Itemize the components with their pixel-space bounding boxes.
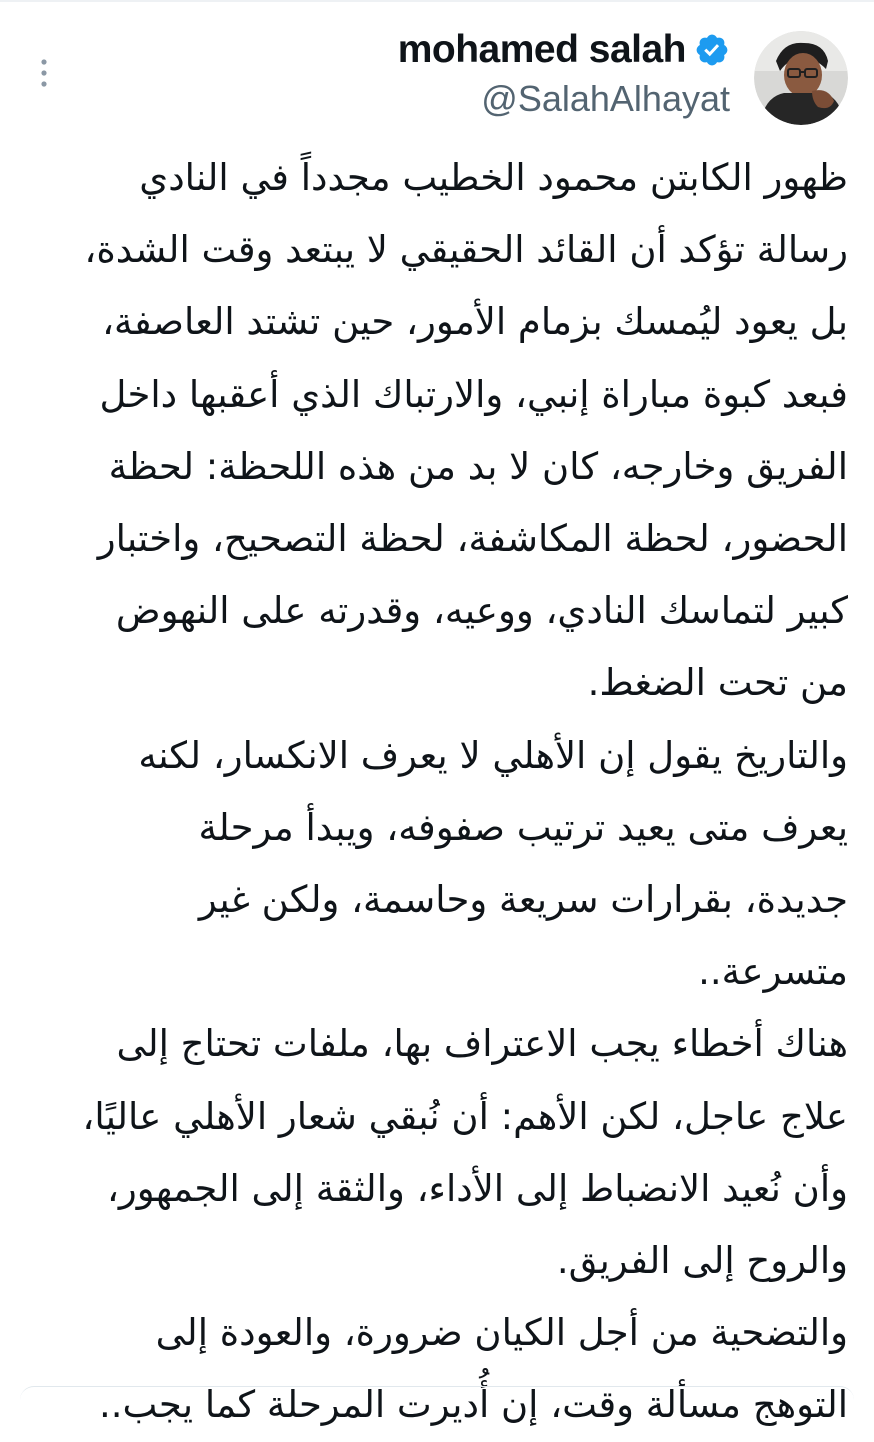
tweet-line: الحضور، لحظة المكاشفة، لحظة التصحيح، واختبار: [97, 517, 848, 561]
tweet-line: علاج عاجل، لكن الأهم: أن نُبقي شعار الأهلي عاليًا،: [82, 1094, 848, 1138]
tweet-line: جديدة، بقرارات سريعة وحاسمة، ولكن غير: [198, 878, 848, 922]
more-vertical-icon: [40, 58, 48, 88]
tweet-line: وأن نُعيد الانضباط إلى الأداء، والثقة إلى الجمهور،: [106, 1166, 848, 1210]
next-card-edge: [20, 1386, 854, 1401]
avatar[interactable]: [754, 31, 848, 125]
tweet-line: والتضحية من أجل الكيان ضرورة، والعودة إلى: [155, 1311, 848, 1355]
more-options-button[interactable]: [28, 56, 60, 90]
tweet-line: فبعد كبوة مباراة إنبي، والارتباك الذي أعقبها داخل: [99, 372, 848, 416]
display-name[interactable]: mohamed salah: [397, 28, 686, 71]
tweet-line: يعرف متى يعيد ترتيب صفوفه، ويبدأ مرحلة: [198, 805, 848, 849]
tweet-line: والروح إلى الفريق.: [556, 1239, 848, 1283]
author-name-row[interactable]: [398, 28, 730, 72]
tweet-line: ظهور الكابتن محمود الخطيب مجدداً في النادي: [139, 156, 848, 199]
tweet-line: بل يعود ليُمسك بزمام الأمور، حين تشتد العاصفة،: [102, 300, 848, 344]
tweet-line: الفريق وخارجه، كان لا بد من هذه اللحظة: لحظة: [108, 444, 848, 488]
tweet-line: التوهج مسألة وقت، إن أُديرت المرحلة كما يجب..: [99, 1383, 848, 1427]
tweet-line: كبير لتماسك النادي، ووعيه، وقدرته على النهوض: [115, 589, 848, 633]
profile-photo-icon: [754, 31, 848, 125]
tweet-line: متسرعة..: [698, 950, 848, 994]
tweet-line: هناك أخطاء يجب الاعتراف بها، ملفات تحتاج إلى: [116, 1022, 848, 1066]
author-handle[interactable]: @SalahAlhayat: [481, 78, 730, 119]
tweet-line: والتاريخ يقول إن الأهلي لا يعرف الانكسار، لكنه: [138, 733, 848, 777]
top-divider: [0, 0, 874, 2]
tweet-text: [26, 142, 848, 1442]
tweet-line: رسالة تؤكد أن القائد الحقيقي لا يبتعد وقت الشدة،: [84, 228, 848, 272]
tweet-line: من تحت الضغط.: [587, 661, 848, 705]
verified-badge-icon: [694, 32, 730, 68]
